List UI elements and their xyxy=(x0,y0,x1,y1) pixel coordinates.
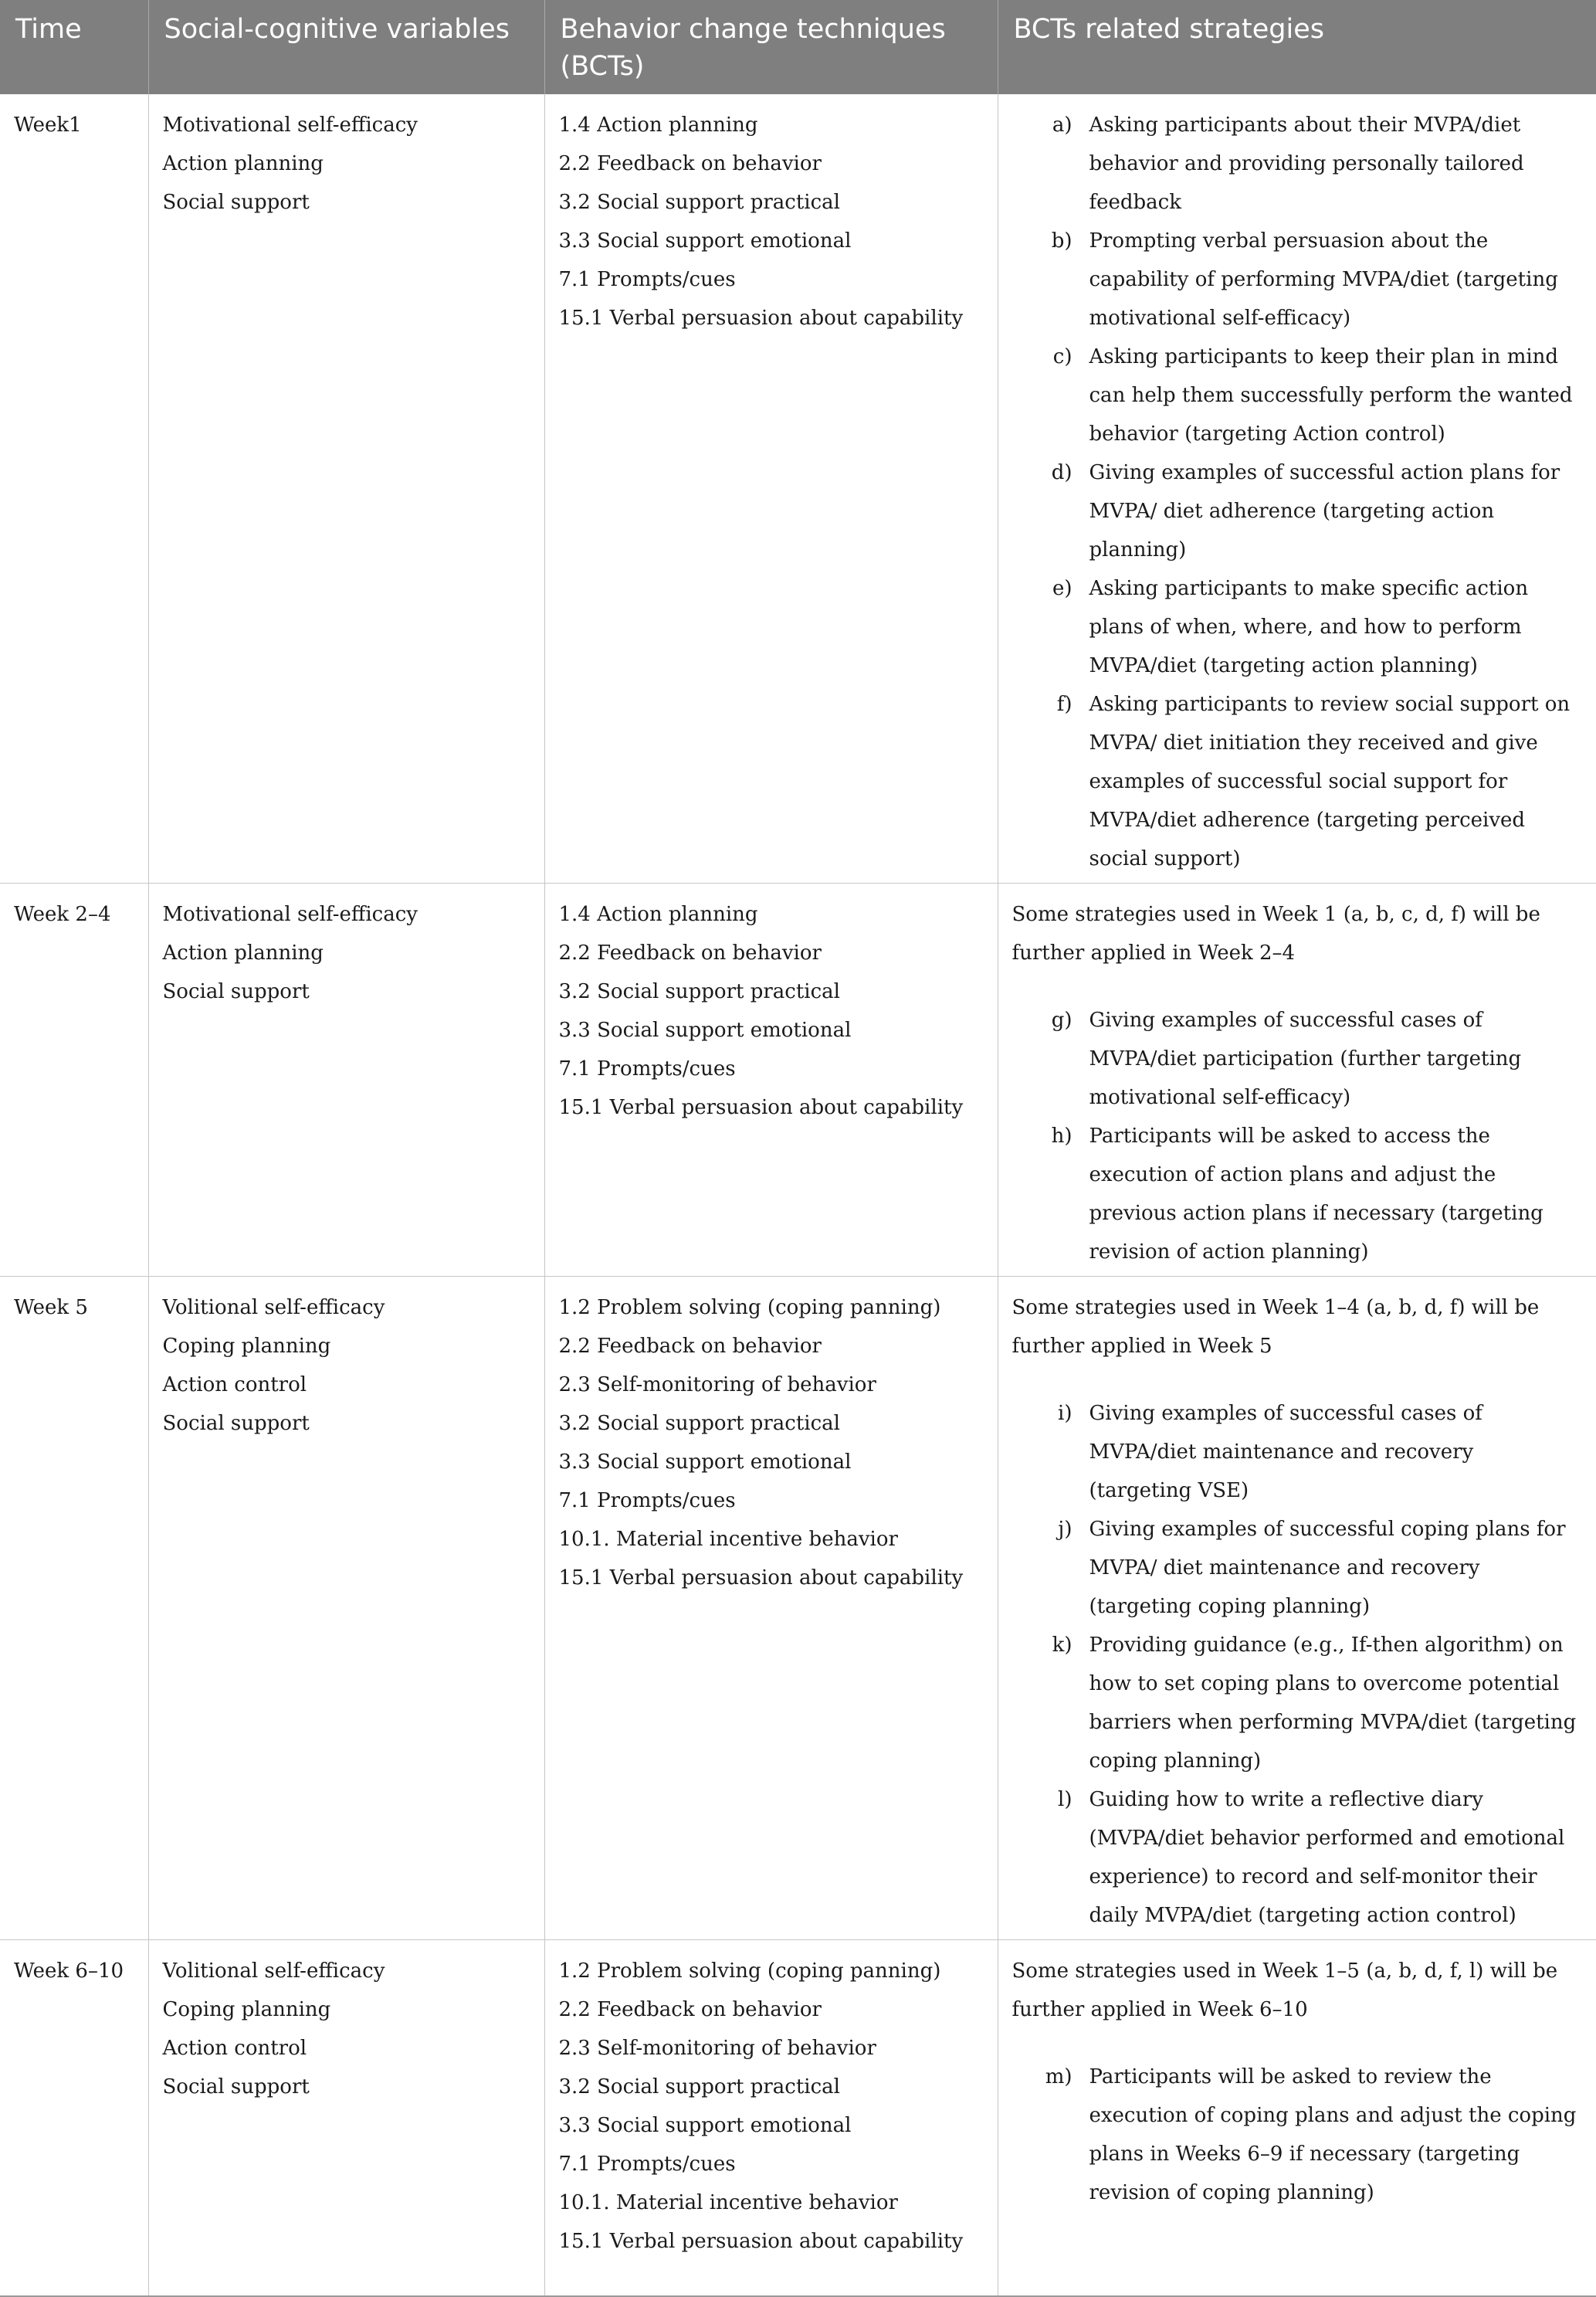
cell-strategies xyxy=(998,94,1596,884)
strategy-text: Guiding how to write a reflective diary (MVPA/diet behavior performed and emotional experience) to record and self-monitor their daily MVPA/diet (targeting action control) xyxy=(1089,1788,1565,1927)
cell-variables xyxy=(148,1277,544,1940)
strategy-text: Giving examples of successful cases of MVPA/diet participation (further targeting motivational self-efficacy) xyxy=(1089,1009,1522,1109)
cell-time: Week1 xyxy=(0,94,148,884)
table-header xyxy=(0,0,1596,94)
cell-time: Week 5 xyxy=(0,1277,148,1940)
header-time: Time xyxy=(0,0,148,94)
strategy-text: Participants will be asked to review the execution of coping plans and adjust the coping plans in Weeks 6–9 if necessary (targeting revision of coping planning) xyxy=(1089,2065,1577,2204)
bct-item: 3.3 Social support emotional xyxy=(558,2114,852,2137)
bct-item: 15.1 Verbal persuasion about capability xyxy=(558,307,964,330)
strategy-item xyxy=(1012,1117,1583,1271)
variable-item: Volitional self-efficacy xyxy=(162,1959,385,1983)
strategy-label: j) xyxy=(1058,1518,1072,1541)
variable-item: Social support xyxy=(162,2075,310,2099)
strategy-text: Asking participants to review social support on MVPA/ diet initiation they received and give examples of successful social support for MVPA/diet adherence (targeting perceived social support) xyxy=(1089,693,1571,870)
strategy-label: i) xyxy=(1058,1402,1072,1425)
cell-bcts xyxy=(544,884,998,1277)
bct-item: 1.4 Action planning xyxy=(558,114,758,137)
table-row xyxy=(0,884,1596,1277)
strategy-text: Participants will be asked to access the execution of action plans and adjust the previous action plans if necessary (targeting revision of action planning) xyxy=(1089,1125,1543,1264)
strategy-item xyxy=(1012,685,1583,878)
bct-item: 3.3 Social support emotional xyxy=(558,1450,852,1474)
strategy-label: d) xyxy=(1051,461,1072,484)
table-body xyxy=(0,94,1596,2296)
bct-item: 7.1 Prompts/cues xyxy=(558,2153,736,2176)
header-variables: Social-cognitive variables xyxy=(148,0,544,94)
strategy-text: Prompting verbal persuasion about the capability of performing MVPA/diet (targeting motivational self-efficacy) xyxy=(1089,229,1558,330)
bct-item: 2.2 Feedback on behavior xyxy=(558,1998,822,2021)
strategy-item xyxy=(1012,338,1583,453)
bct-item: 1.2 Problem solving (coping panning) xyxy=(558,1296,941,1319)
strategy-item xyxy=(1012,1001,1583,1117)
bct-item: 1.2 Problem solving (coping panning) xyxy=(558,1959,941,1983)
table-row xyxy=(0,1277,1596,1940)
strategy-text: Giving examples of successful cases of MVPA/diet maintenance and recovery (targeting VSE) xyxy=(1089,1402,1482,1502)
variable-item: Motivational self-efficacy xyxy=(162,903,418,926)
strategy-label: g) xyxy=(1051,1009,1072,1032)
bct-item: 2.3 Self-monitoring of behavior xyxy=(558,2037,876,2060)
strategy-item xyxy=(1012,1626,1583,1780)
strategy-text: Asking participants to keep their plan in mind can help them successfully perform the wanted behavior (targeting Action control) xyxy=(1089,345,1573,446)
strategy-item xyxy=(1012,106,1583,222)
bct-item: 2.2 Feedback on behavior xyxy=(558,152,822,175)
strategy-label: c) xyxy=(1052,345,1072,368)
cell-bcts xyxy=(544,1940,998,2296)
variable-item: Social support xyxy=(162,1412,310,1435)
strategy-text: Asking participants to make specific action plans of when, where, and how to perform MVPA/diet (targeting action planning) xyxy=(1089,577,1529,677)
cell-strategies xyxy=(998,1277,1596,1940)
header-row xyxy=(0,0,1596,94)
bct-item: 2.2 Feedback on behavior xyxy=(558,1335,822,1358)
strategy-text: Giving examples of successful action plans for MVPA/ diet adherence (targeting action planning) xyxy=(1089,461,1560,562)
table-row xyxy=(0,1940,1596,2296)
strategy-item xyxy=(1012,569,1583,685)
variable-item: Social support xyxy=(162,191,310,214)
strategy-item xyxy=(1012,222,1583,338)
strategy-item xyxy=(1012,1780,1583,1935)
strategy-text: Providing guidance (e.g., If-then algorithm) on how to set coping plans to overcome potential barriers when performing MVPA/diet (targeting coping planning) xyxy=(1089,1634,1577,1773)
strategy-label: a) xyxy=(1052,114,1072,137)
strategy-intro: Some strategies used in Week 1 (a, b, c, d, f) will be further applied in Week 2–4 xyxy=(1011,903,1540,965)
variable-item: Social support xyxy=(162,980,310,1003)
bct-item: 7.1 Prompts/cues xyxy=(558,1057,736,1081)
strategy-text: Giving examples of successful coping plans for MVPA/ diet maintenance and recovery (targeting coping planning) xyxy=(1089,1518,1566,1618)
strategy-label: k) xyxy=(1052,1634,1072,1657)
bct-item: 3.2 Social support practical xyxy=(558,980,840,1003)
cell-time: Week 6–10 xyxy=(0,1940,148,2296)
bct-item: 10.1. Material incentive behavior xyxy=(558,2191,898,2214)
strategy-item xyxy=(1012,1510,1583,1626)
bct-item: 2.3 Self-monitoring of behavior xyxy=(558,1373,876,1396)
bct-item: 15.1 Verbal persuasion about capability xyxy=(558,1096,964,1119)
table-row xyxy=(0,94,1596,884)
cell-bcts xyxy=(544,94,998,884)
bct-item: 7.1 Prompts/cues xyxy=(558,1489,736,1512)
strategy-intro: Some strategies used in Week 1–4 (a, b, d, f) will be further applied in Week 5 xyxy=(1011,1296,1540,1358)
cell-strategies xyxy=(998,1940,1596,2296)
bct-item: 3.2 Social support practical xyxy=(558,1412,840,1435)
strategy-item xyxy=(1012,1394,1583,1510)
bct-item: 2.2 Feedback on behavior xyxy=(558,942,822,965)
strategy-label: e) xyxy=(1052,577,1072,600)
variable-item: Volitional self-efficacy xyxy=(162,1296,385,1319)
cell-variables xyxy=(148,1940,544,2296)
bct-item: 10.1. Material incentive behavior xyxy=(558,1528,898,1551)
strategy-label: f) xyxy=(1056,693,1072,716)
strategy-label: h) xyxy=(1051,1125,1072,1148)
bct-item: 3.3 Social support emotional xyxy=(558,1019,852,1042)
bct-item: 3.3 Social support emotional xyxy=(558,229,852,253)
strategy-label: l) xyxy=(1058,1788,1072,1811)
variable-item: Action planning xyxy=(162,942,324,965)
strategy-intro: Some strategies used in Week 1–5 (a, b, d, f, l) will be further applied in Week 6–10 xyxy=(1011,1959,1558,2021)
cell-variables xyxy=(148,884,544,1277)
cell-time: Week 2–4 xyxy=(0,884,148,1277)
cell-strategies xyxy=(998,884,1596,1277)
variable-item: Coping planning xyxy=(162,1335,331,1358)
bct-item: 15.1 Verbal persuasion about capability xyxy=(558,2230,964,2253)
variable-item: Coping planning xyxy=(162,1998,331,2021)
variable-item: Action control xyxy=(162,2037,307,2060)
strategy-item xyxy=(1012,453,1583,569)
header-strategies: BCTs related strategies xyxy=(998,0,1596,94)
variable-item: Motivational self-efficacy xyxy=(162,114,418,137)
strategy-item xyxy=(1012,2058,1583,2212)
cell-variables xyxy=(148,94,544,884)
header-bcts: Behavior change techniques (BCTs) xyxy=(544,0,998,94)
bct-item: 3.2 Social support practical xyxy=(558,191,840,214)
bct-item: 1.4 Action planning xyxy=(558,903,758,926)
cell-bcts xyxy=(544,1277,998,1940)
bct-item: 3.2 Social support practical xyxy=(558,2075,840,2099)
variable-item: Action planning xyxy=(162,152,324,175)
bct-item: 7.1 Prompts/cues xyxy=(558,268,736,291)
strategy-label: b) xyxy=(1051,229,1072,253)
strategy-label: m) xyxy=(1045,2065,1072,2088)
variable-item: Action control xyxy=(162,1373,307,1396)
strategy-text: Asking participants about their MVPA/diet behavior and providing personally tailored feedback xyxy=(1089,114,1524,214)
bct-item: 15.1 Verbal persuasion about capability xyxy=(558,1566,964,1590)
